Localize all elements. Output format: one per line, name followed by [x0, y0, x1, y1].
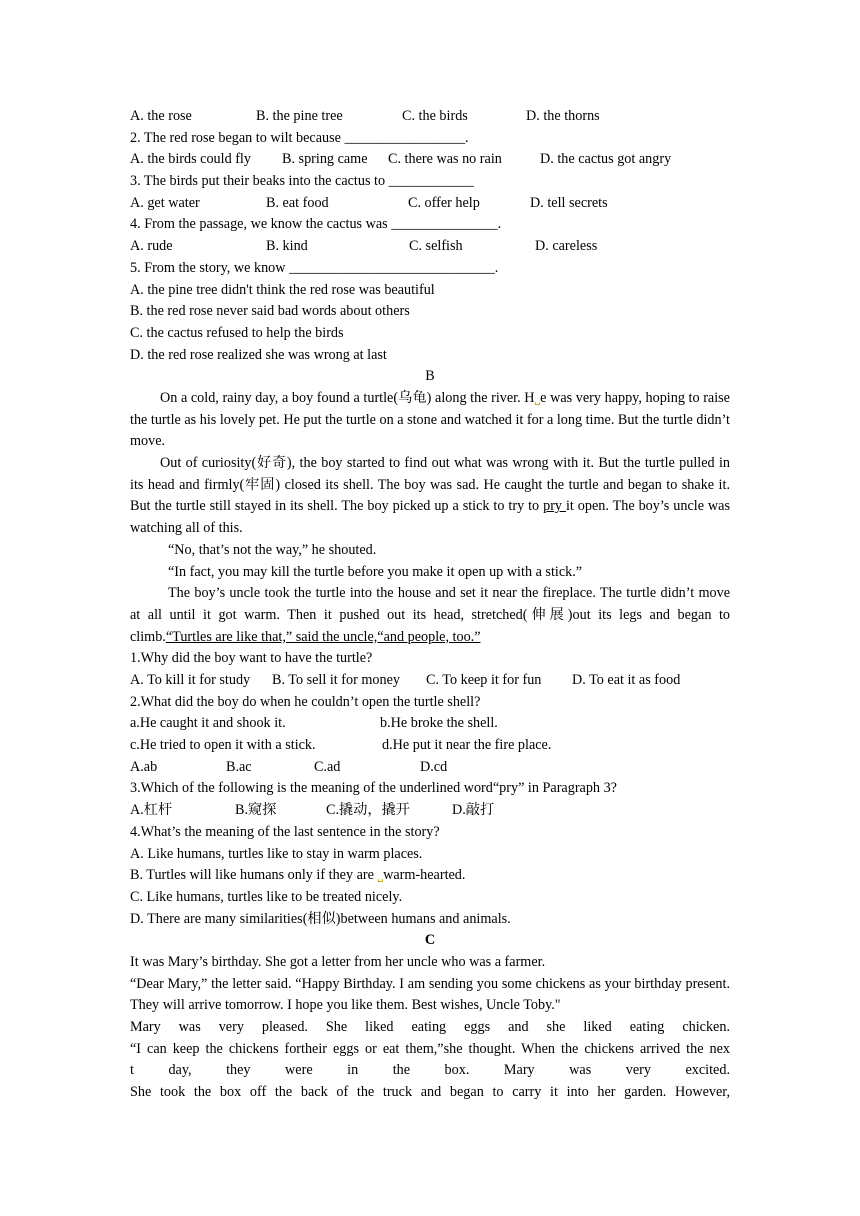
text-run: On a cold, rainy day, a boy found a turtle(乌龟) along the river. H [160, 389, 535, 406]
a-q1-options [130, 106, 730, 128]
b-q2: 2.What did the boy do when he couldn’t open the turtle shell? [130, 693, 481, 710]
text-run: e was very happy, hoping to raise the turtle as his lovely pet. He put the turtle on a stone and watched it for a long time. But the turtle didn’t move. [130, 389, 730, 450]
option: A. rude [130, 238, 173, 255]
option: D. tell secrets [530, 194, 608, 211]
b-q1-options [130, 670, 730, 692]
section-heading-b: B [425, 368, 435, 385]
option: C. offer help [408, 194, 480, 211]
passage-paragraph: “In fact, you may kill the turtle before you make it open up with a stick.” [168, 563, 583, 580]
a-q2: 2. The red rose began to wilt because _________________. [130, 129, 469, 146]
option: D.敲打 [452, 802, 495, 819]
option: D.cd [420, 758, 448, 775]
b-q3-options [130, 800, 730, 822]
option: C. To keep it for fun [426, 672, 542, 689]
b-q2-options [130, 757, 730, 779]
option: D. careless [535, 238, 598, 255]
b-q4: 4.What’s the meaning of the last sentence in the story? [130, 823, 440, 840]
option: D. To eat it as food [572, 672, 681, 689]
option: C.撬动，撬开 [326, 802, 410, 819]
text-run: B. Turtles will like humans only if they are [130, 867, 378, 884]
option: A.ab [130, 758, 158, 775]
passage-paragraph [130, 583, 730, 648]
option: C. the birds [402, 108, 468, 124]
b-q1: 1.Why did the boy want to have the turtle? [130, 650, 373, 667]
edit-mark: ˽ [534, 389, 541, 406]
option: B. kind [266, 238, 308, 255]
option: C. there was no rain [388, 151, 502, 168]
underlined-word: pry [543, 498, 566, 515]
passage-paragraph [130, 388, 730, 453]
a-q2-options [130, 149, 730, 171]
option: A.杠杆 [130, 802, 173, 819]
text-run: Out of curiosity(好奇), the boy started to find out what was wrong with it. But the turtle pulled in its head and firmly(牢固) closed its shell. The boy was sad. He caught the turtle and began to shake it. But the turtle still stayed in its shell. The boy picked up a stick to try to [130, 455, 730, 515]
a-q3-options [130, 193, 730, 215]
option: C.ad [314, 758, 341, 775]
text-run: The boy’s uncle took the turtle into the house and set it near the fireplace. The turtle didn’t move at all until it got warm. Then it pushed out its head, stretched(伸展)out its legs and began to climb. [130, 585, 730, 645]
option: D. the red rose realized she was wrong at last [130, 346, 387, 363]
passage-paragraph: “Dear Mary,” the letter said. “Happy Birthday. I am sending you some chickens as your birthday present. They will arrive tomorrow. I hope you like them. Best wishes, Uncle Toby." [130, 975, 730, 1014]
underlined-sentence: “Turtles are like that,” said the uncle,“and people, too.” [165, 628, 481, 645]
option: A. To kill it for study [130, 672, 251, 689]
option: D. the cactus got angry [540, 151, 672, 168]
b-q2-sub [130, 735, 730, 757]
a-q4-options [130, 236, 730, 258]
sub-item: b.He broke the shell. [380, 715, 498, 732]
option: A. Like humans, turtles like to stay in warm places. [130, 845, 423, 862]
option [130, 865, 730, 887]
document-page [130, 106, 730, 1104]
section-heading-c: C [424, 932, 436, 949]
passage-line: t day, they were in the box. Mary was very excited. [130, 1062, 730, 1079]
option: C. selfish [409, 238, 463, 255]
passage-paragraph: “No, that’s not the way,” he shouted. [168, 541, 377, 558]
a-q5: 5. From the story, we know _____________________________. [130, 259, 499, 276]
text-run: warm-hearted. [383, 867, 466, 884]
option: B. spring came [282, 151, 368, 168]
option: A. get water [130, 194, 200, 211]
a-q3: 3. The birds put their beaks into the cactus to ____________ [130, 173, 474, 190]
passage-line: It was Mary’s birthday. She got a letter from her uncle who was a farmer. [130, 953, 546, 970]
option: B. eat food [266, 194, 329, 211]
option: C. the cactus refused to help the birds [130, 324, 344, 341]
option: B. the red rose never said bad words about others [130, 303, 410, 320]
sub-item: c.He tried to open it with a stick. [130, 737, 316, 754]
option: B. the pine tree [256, 108, 343, 124]
a-q4: 4. From the passage, we know the cactus was _______________. [130, 216, 502, 233]
edit-mark: ˽ [377, 867, 384, 884]
option: C. Like humans, turtles like to be treated nicely. [130, 888, 403, 905]
sub-item: a.He caught it and shook it. [130, 715, 286, 732]
option: D. There are many similarities(相似)between humans and animals. [130, 910, 511, 927]
b-q2-sub [130, 713, 730, 735]
sub-item: d.He put it near the fire place. [382, 737, 552, 754]
option: A. the rose [130, 108, 192, 124]
passage-line: She took the box off the back of the truck and began to carry it into her garden. However, [130, 1084, 730, 1101]
passage-line: Mary was very pleased. She liked eating eggs and she liked eating chicken. [130, 1019, 730, 1036]
option: B.窥探 [235, 802, 277, 819]
option: A. the birds could fly [130, 151, 251, 168]
passage-line: “I can keep the chickens fortheir eggs or eat them,”she thought. When the chickens arrived the nex [130, 1040, 730, 1057]
option: D. the thorns [526, 108, 600, 124]
option: B. To sell it for money [272, 672, 400, 689]
text-run: it open. The boy’s uncle was watching all of this. [130, 498, 730, 537]
passage-paragraph [130, 453, 730, 540]
option: A. the pine tree didn't think the red rose was beautiful [130, 281, 435, 298]
b-q3: 3.Which of the following is the meaning of the underlined word“pry” in Paragraph 3? [130, 780, 617, 797]
option: B.ac [226, 758, 252, 775]
